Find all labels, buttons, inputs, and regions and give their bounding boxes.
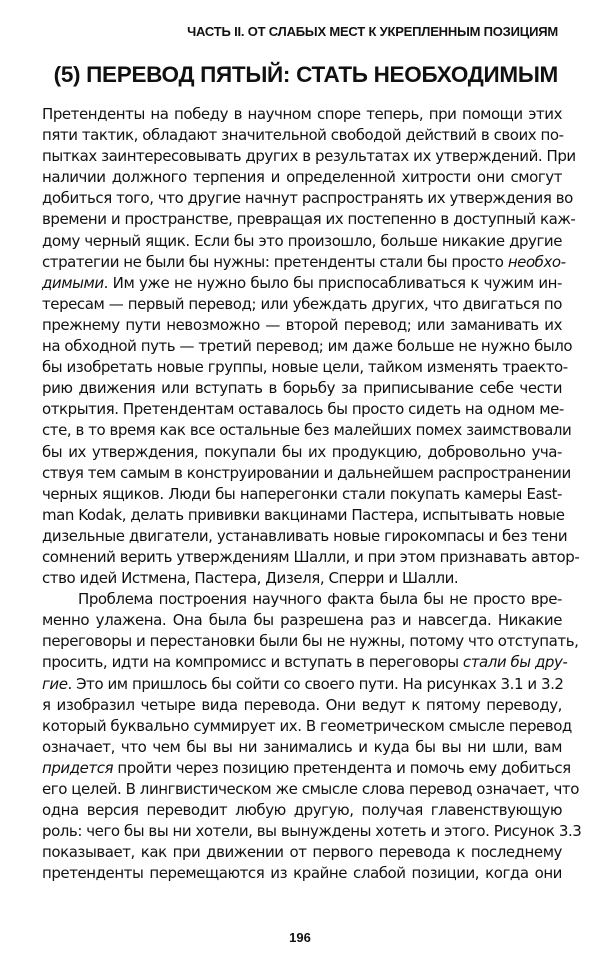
- text-fragment: . Это им пришлось бы сойти со своего пути. На рисунках 3.1 и 3.2: [67, 674, 564, 693]
- text-line: я изобразил четыре вида перевода. Они ведут к пятому переводу,: [42, 695, 562, 714]
- text-line: менно улажена. Она была бы разрешена раз и навсегда. Никакие: [42, 611, 562, 630]
- text-line: пытках заинтересовывать других в результатах их утверждений. При: [42, 147, 576, 166]
- text-line: его целей. В лингвистическом же смысле слова перевод означает, что: [42, 780, 579, 798]
- body-text: [42, 104, 582, 884]
- text-line: [42, 273, 562, 294]
- text-line: наличии должного терпения и определенной хитрости они смогут: [42, 168, 562, 187]
- text-line: [42, 758, 571, 779]
- text-line: man Kodak, делать прививки вакцинами Пастера, испытывать новые: [42, 505, 565, 524]
- emphasis: димыми: [42, 273, 104, 292]
- page-number: 196: [289, 930, 311, 945]
- text-line: означает, что чем бы вы ни занимались и куда бы вы ни шли, вам: [42, 737, 562, 756]
- text-line: [42, 674, 562, 695]
- text-line: прежнему пути невозможно — второй перевод; или заманивать их: [42, 315, 562, 334]
- text-line: одна версия переводит любую другую, получая главенствующую: [42, 801, 562, 820]
- emphasis: гие: [42, 674, 68, 693]
- text-line: [42, 252, 566, 273]
- text-line: показывает, как при движении от первого перевода к последнему: [42, 843, 562, 862]
- text-line: на обходной путь — третий перевод; им даже больше не нужно было: [42, 337, 573, 356]
- text-line: который буквально суммирует их. В геометрическом смысле перевод: [42, 716, 572, 735]
- text-line: сте, в то время как все остальные без малейших помех заимствовали: [42, 421, 572, 440]
- text-line: Претенденты на победу в научном споре теперь, при помощи этих: [42, 105, 562, 123]
- text-line: роль: чего бы вы ни хотели, вы вынуждены хотеть и этого. Рисунок 3.3: [42, 822, 582, 841]
- emphasis: стали бы дру-: [462, 653, 568, 672]
- text-line: открытия. Претендентам оставалось бы просто сидеть на одном ме-: [42, 400, 564, 419]
- text-line: ствуя тем самым в конструировании и дальнейшем распространении: [42, 463, 571, 482]
- text-fragment: стратегии не были бы нужны: претенденты стали бы просто: [42, 252, 508, 271]
- text-line: дому черный ящик. Если бы это произошло, больше никакие другие: [42, 231, 562, 250]
- text-fragment: пройти через позицию претендента и помочь ему добиться: [113, 758, 571, 777]
- text-line: пяти тактик, обладают значительной свободой действий в своих по-: [42, 126, 564, 145]
- text-line: дизельные двигатели, устанавливать новые гирокомпасы и без тени: [42, 526, 568, 545]
- emphasis: придется: [42, 758, 114, 777]
- text-line: времени и пространстве, превращая их постепенно в доступный каж-: [42, 210, 576, 229]
- text-line: рию движения или вступать в борьбу за приписывание себе чести: [42, 379, 562, 398]
- text-line: [42, 652, 568, 673]
- text-line: претенденты перемещаются из крайне слабой позиции, когда они: [42, 864, 562, 883]
- emphasis: необхо-: [507, 252, 566, 271]
- running-head: ЧАСТЬ II. ОТ СЛАБЫХ МЕСТ К УКРЕПЛЕННЫМ ПОЗИЦИЯМ: [187, 24, 558, 39]
- text-line: бы изобретать новые группы, новые цели, тайком изменять траекто-: [42, 358, 568, 377]
- text-line: ство идей Истмена, Пастера, Дизеля, Сперри и Шалли.: [42, 569, 459, 588]
- text-line: бы их утверждения, покупали бы их продукцию, добровольно уча-: [42, 442, 562, 461]
- chapter-title: (5) ПЕРЕВОД ПЯТЫЙ: СТАТЬ НЕОБХОДИМЫМ: [53, 62, 558, 87]
- text-line: добиться того, что другие начнут распространять их утверждения во: [42, 189, 573, 208]
- text-line: тересам — первый перевод; или убеждать других, что двигаться по: [42, 294, 562, 313]
- text-fragment: просить, идти на компромисс и вступать в переговоры: [42, 653, 463, 672]
- text-line: Проблема построения научного факта была бы не просто вре-: [78, 590, 562, 609]
- text-line: черных ящиков. Люди бы наперегонки стали покупать камеры East-: [42, 484, 562, 503]
- text-fragment: . Им уже не нужно было бы приспосабливаться к чужим ин-: [103, 273, 562, 292]
- text-line: переговоры и перестановки были бы не нужны, потому что отступать,: [42, 632, 579, 651]
- text-line: сомнений верить утверждениям Шалли, и при этом признавать автор-: [42, 547, 580, 566]
